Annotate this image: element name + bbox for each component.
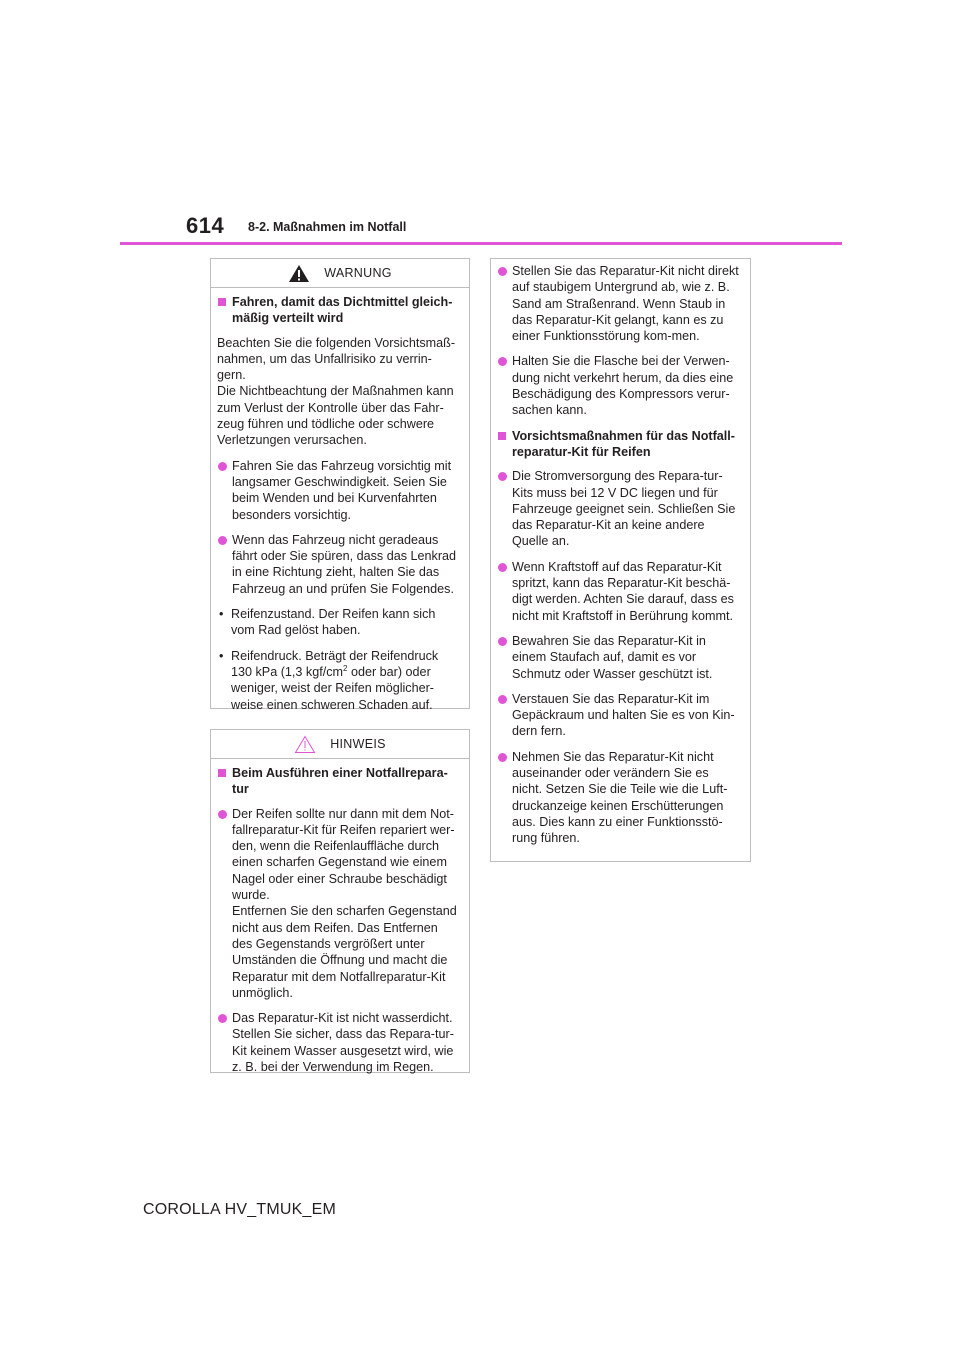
right-bullet-1: Stellen Sie das Reparatur-Kit nicht direkt auf staubigem Untergrund ab, wie z. B. Sand am Straßenrand. Wenn Staub in das Reparatur-Kit gelangt, kann es zu einer Funktionsstörung kom-men. xyxy=(512,264,739,344)
warning-box-continued xyxy=(490,258,751,862)
right-bullet-3: Die Stromversorgung des Repara-tur-Kits muss bei 12 V DC liegen und für Fahrzeuge geeignet sein. Schließen Sie das Reparatur-Kit an keine andere Quelle an. xyxy=(512,469,736,549)
bullet-point-icon: • xyxy=(219,607,224,622)
list-item xyxy=(497,263,740,344)
warning-dash-1: Reifenzustand. Der Reifen kann sich vom Rad gelöst haben. xyxy=(231,607,436,638)
circle-bullet-icon xyxy=(218,810,227,819)
note-header xyxy=(211,730,469,759)
right-bullet-4: Wenn Kraftstoff auf das Reparatur-Kit spritzt, kann das Reparatur-Kit beschä-digt werden. Achten Sie darauf, dass es nicht mit Kraftstoff in Berührung kommt. xyxy=(512,559,734,623)
list-item xyxy=(217,532,459,597)
list-item xyxy=(217,1010,459,1075)
circle-bullet-icon xyxy=(498,637,507,646)
warning-bullet-2: Wenn das Fahrzeug nicht geradeaus fährt oder Sie spüren, dass das Lenkrad in eine Richtung zieht, halten Sie das Fahrzeug an und prüfen Sie Folgendes. xyxy=(232,532,457,596)
note-label: HINWEIS xyxy=(330,736,386,751)
page-number: 614 xyxy=(186,213,225,238)
right-bullet-6: Verstauen Sie das Reparatur-Kit im Gepäckraum und halten Sie es von Kin-dern fern. xyxy=(512,691,735,739)
right-bullet-5: Bewahren Sie das Reparatur-Kit in einem Staufach auf, damit es vor Schmutz oder Wasser geschützt ist. xyxy=(512,633,713,681)
note-heading xyxy=(217,765,459,798)
warning-heading-text: Fahren, damit das Dichtmittel gleich-mäßig verteilt wird xyxy=(232,295,453,326)
list-item xyxy=(497,633,740,682)
bullet-point-icon: • xyxy=(219,648,224,663)
warning-intro-1: Beachten Sie die folgenden Vorsichtsmaß-nahmen, um das Unfallrisiko zu verrin-gern. xyxy=(217,335,456,383)
section-title: 8-2. Maßnahmen im Notfall xyxy=(248,220,407,234)
circle-bullet-icon xyxy=(218,536,227,545)
square-bullet-icon xyxy=(218,769,226,777)
warning-bullet-1: Fahren Sie das Fahrzeug vorsichtig mit langsamer Geschwindigkeit. Seien Sie beim Wenden und bei Kurvenfahrten besonders vorsichtig. xyxy=(232,458,452,522)
list-item xyxy=(497,353,740,418)
warning-box xyxy=(210,258,470,712)
right-heading xyxy=(497,428,740,461)
warning-header xyxy=(211,259,469,288)
sub-list-item xyxy=(219,606,459,639)
warning-intro xyxy=(217,335,459,449)
sub-list-item xyxy=(219,648,459,713)
warning-triangle-icon xyxy=(288,264,310,283)
note-bullet-1 xyxy=(232,806,459,1002)
circle-bullet-icon xyxy=(498,472,507,481)
note-bullet-1-b: Entfernen Sie den scharfen Gegenstand nicht aus dem Reifen. Das Entfernen des Gegenstands vergrößert unter Umständen die Öffnung und macht die Reparatur mit dem Notfallreparatur-Kit unmöglich. xyxy=(232,904,457,1000)
note-bullet-2: Das Reparatur-Kit ist nicht wasserdicht. Stellen Sie sicher, dass das Repara-tur-Kit keinem Wasser ausgesetzt wird, wie z. B. bei der Verwendung im Regen. xyxy=(232,1011,454,1075)
superscript: 2 xyxy=(343,663,348,673)
footer-model: COROLLA HV_TMUK_EM xyxy=(143,1201,336,1218)
square-bullet-icon xyxy=(498,432,506,440)
circle-bullet-icon xyxy=(498,563,507,572)
circle-bullet-icon xyxy=(218,462,227,471)
warning-label: WARNUNG xyxy=(324,265,392,280)
warning-heading xyxy=(217,294,459,327)
circle-bullet-icon xyxy=(498,357,507,366)
list-item xyxy=(497,468,740,549)
right-heading-text: Vorsichtsmaßnahmen für das Notfall-reparatur-Kit für Reifen xyxy=(512,428,735,459)
warning-dash-2-a: Reifendruck. Beträgt der Reifendruck 130 kPa (1,3 kgf/cm xyxy=(231,648,439,679)
warning-dash-2-b: oder bar) oder weniger, weist der Reifen möglicher-weise einen schweren Schaden auf. xyxy=(231,664,434,712)
list-item xyxy=(497,559,740,624)
circle-bullet-icon xyxy=(498,267,507,276)
right-bullet-7: Nehmen Sie das Reparatur-Kit nicht auseinander oder verändern Sie es nicht. Setzen Sie die Teile wie die Luft-druckanzeige keinen Erschütterungen aus. Dies kann zu einer Funktionsstö-rung führen. xyxy=(512,749,728,846)
list-item xyxy=(497,749,740,847)
note-bullet-1-a: Der Reifen sollte nur dann mit dem Not-fallreparatur-Kit für Reifen repariert wer-den, wenn die Reifenlauffläche durch einen scharfen Gegenstand wie einem Nagel oder einer Schraube beschädigt wurde. xyxy=(232,806,455,903)
list-item xyxy=(217,806,459,1002)
list-item xyxy=(497,691,740,740)
header-rule xyxy=(120,242,842,245)
circle-bullet-icon xyxy=(498,753,507,762)
right-bullet-2: Halten Sie die Flasche bei der Verwen-dung nicht verkehrt herum, da dies eine Beschädigung des Kompressors verur-sachen kann. xyxy=(512,354,734,418)
caution-triangle-icon xyxy=(294,735,316,754)
note-box xyxy=(210,729,470,1073)
warning-dash-2 xyxy=(231,648,459,713)
warning-intro-2: Die Nichtbeachtung der Maßnahmen kann zum Verlust der Kontrolle über das Fahr-zeug führen und tödliche oder schwere Verletzungen verursachen. xyxy=(217,384,454,448)
note-heading-text: Beim Ausführen einer Notfallrepara-tur xyxy=(232,766,448,797)
circle-bullet-icon xyxy=(218,1014,227,1023)
circle-bullet-icon xyxy=(498,695,507,704)
square-bullet-icon xyxy=(218,298,226,306)
list-item xyxy=(217,458,459,523)
